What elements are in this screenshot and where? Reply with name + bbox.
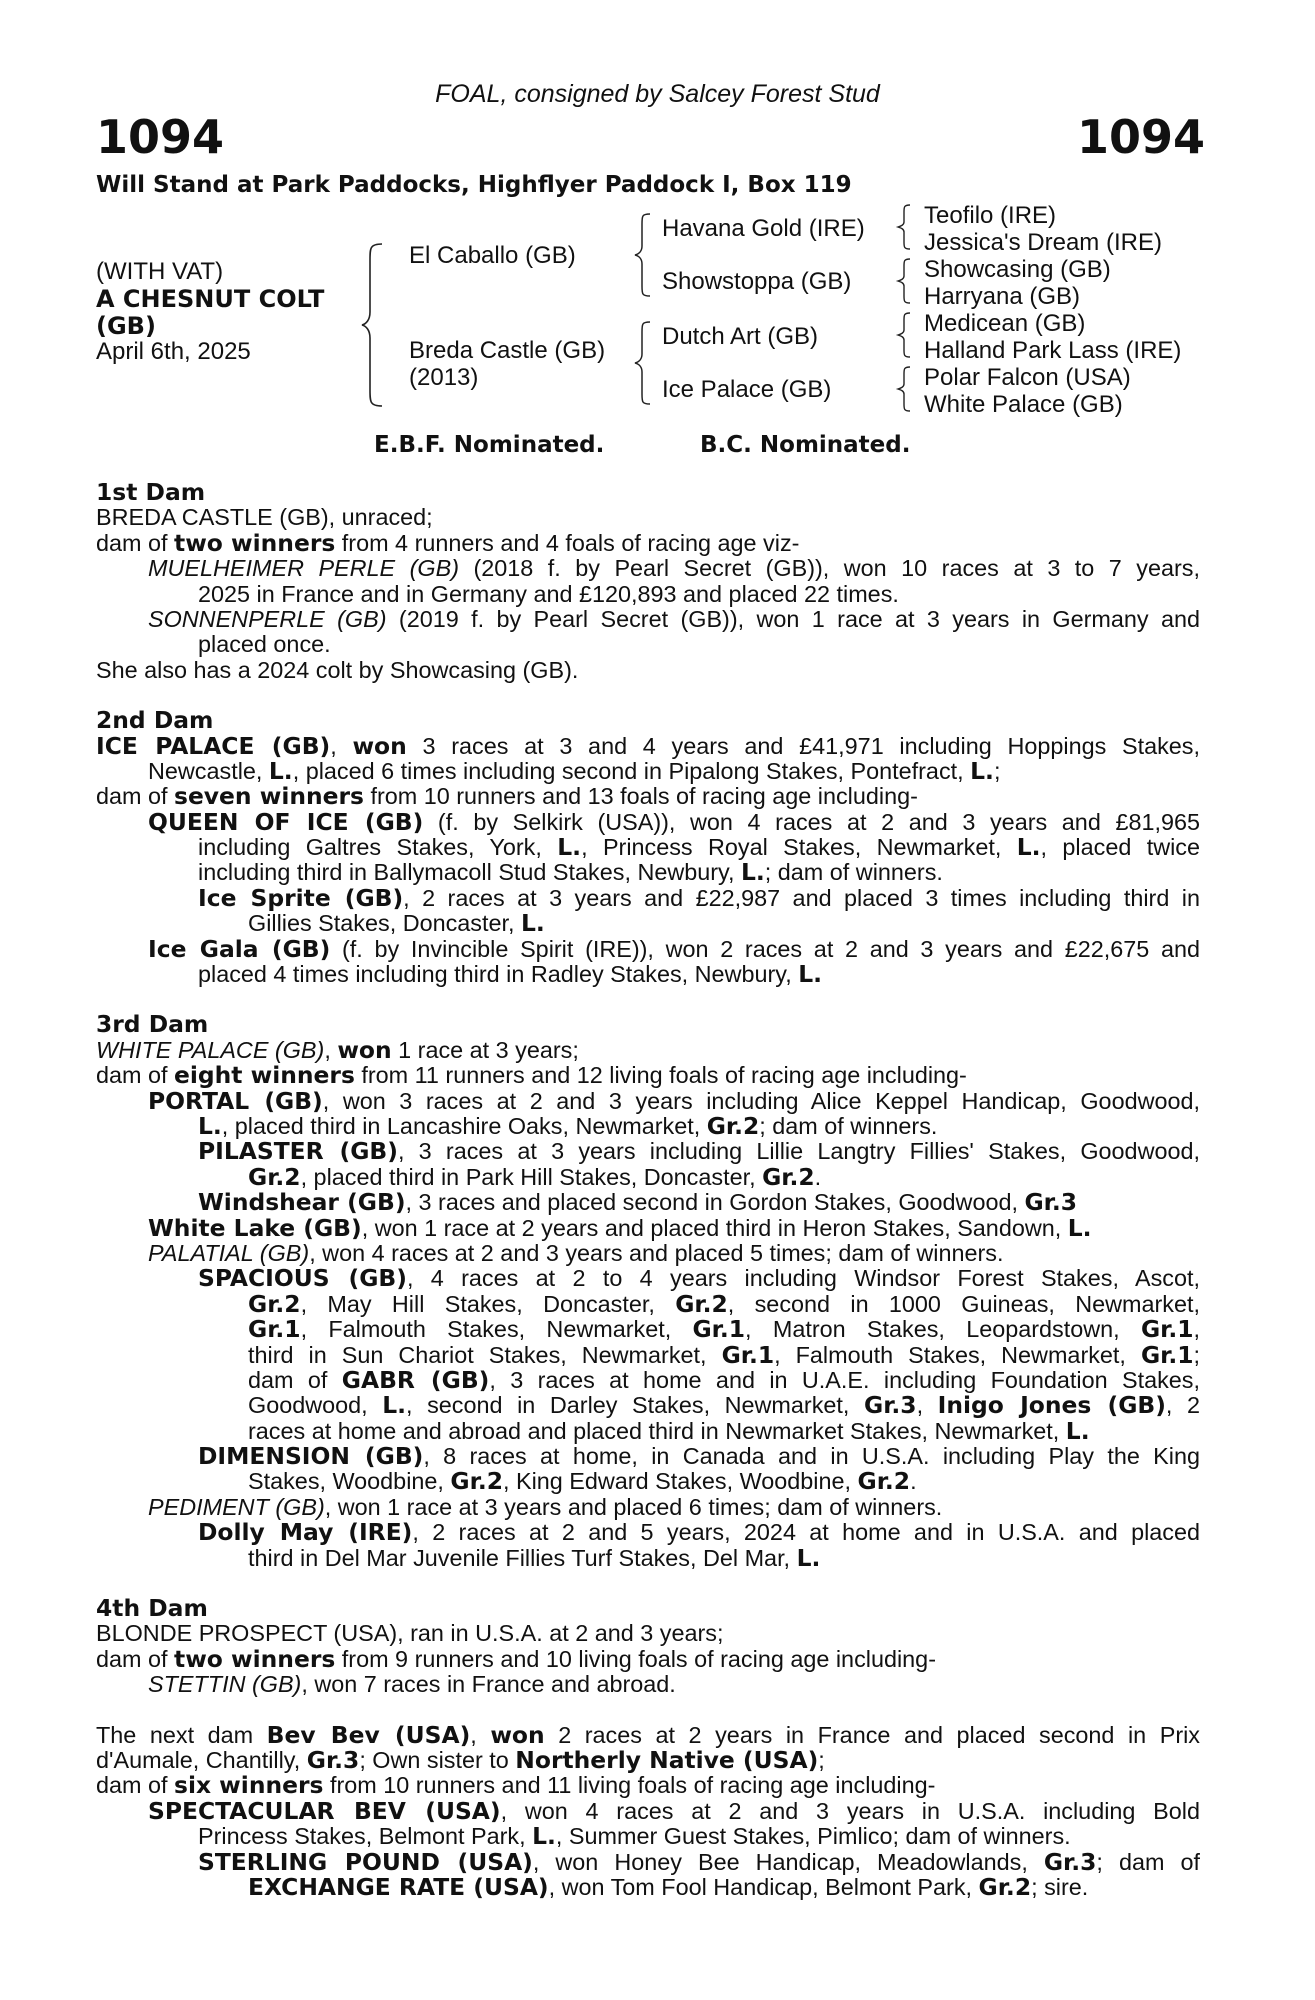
bold-text: L. [1065,1418,1090,1445]
pedigree-text-line [96,1089,1200,1114]
family-history [96,480,1200,1925]
pedigree-text-line [96,937,1200,962]
bold-text: six winners [174,1773,324,1799]
text-run: , 4 races at 2 to 4 years including Windsor Forest Stakes, Ascot, [406,1266,1200,1292]
bold-text: Gr.3 [1043,1849,1097,1875]
italic-text: SONNENPERLE (GB) [148,606,387,632]
text-run: (f. by Selkirk (USA)), won 4 races at 2 and 3 years and £81,965 [423,809,1200,835]
pedigree-brace-sire [632,210,656,300]
text-run: from 4 runners and 4 foals of racing age viz- [335,530,800,556]
text-run: , May Hill Stakes, Doncaster, [300,1291,676,1317]
pedigree-text-line [96,632,1200,657]
pedigree-text-line [96,1368,1200,1393]
pedigree-text-line [96,759,1200,784]
lot-number-right: 1094 [1076,110,1205,164]
text-run: 2 races at 2 years in France and placed second in Prix [544,1722,1200,1748]
horse-title-country: (GB) [96,312,156,340]
bold-text: Gr.3 [1024,1190,1078,1216]
text-run: dam of [96,1646,175,1672]
pedigree-text-line [96,1621,1200,1646]
pedigree-dss: Medicean (GB) [924,310,1086,337]
text-run: Princess Stakes, Belmont Park, [198,1824,533,1850]
bold-text: Gr.3 [306,1747,360,1774]
pedigree-text-line [96,962,1200,987]
pedigree-dam-year: (2013) [409,364,479,391]
bold-text: Gr.1 [721,1342,775,1368]
pedigree-sire: El Caballo (GB) [409,242,576,269]
dam-section [96,1723,1200,1901]
text-run: ; [993,758,1001,784]
text-run: , won 4 races at 2 and 3 years and placed 5 times; dam of winners. [309,1240,1004,1266]
bold-text: STERLING POUND (USA) [198,1849,533,1875]
ebf-nomination: E.B.F. Nominated. [374,432,605,458]
bold-text: L. [741,860,765,886]
text-run: ; sire. [1031,1874,1089,1900]
pedigree-sire-sire: Havana Gold (IRE) [662,215,865,242]
pedigree-text-line [96,1444,1200,1469]
bold-text: eight winners [174,1063,355,1089]
bold-text: L. [268,758,293,785]
pedigree-text-line [96,860,1200,885]
pedigree-text-line [96,784,1200,809]
text-run: , 8 races at home, in Canada and in U.S.A. including Play the King [423,1444,1200,1470]
vat-note: (WITH VAT) [96,258,224,285]
pedigree-text-line [96,1824,1200,1849]
italic-text: MUELHEIMER PERLE (GB) [148,556,459,582]
text-run: , [324,1037,338,1063]
bold-text: Gr.1 [1140,1342,1194,1368]
text-run: , won Honey Bee Handicap, Meadowlands, [532,1849,1044,1875]
pedigree-text-line [96,1063,1200,1088]
text-run: , 3 races at 3 years including Lillie Langtry Fillies' Stakes, Goodwood, [397,1139,1200,1165]
pedigree-text-line [96,1850,1200,1875]
bold-text: Gr.2 [248,1291,301,1318]
text-run: . [814,1164,822,1190]
bold-text: won [490,1722,545,1748]
bold-text: won [337,1037,392,1064]
text-run: ; dam of winners. [764,860,943,886]
text-run: placed 4 times including third in Radley Stakes, Newbury, [198,962,799,988]
text-run: , placed 6 times including second in Pipalong Stakes, Pontefract, [292,758,971,784]
text-run: Gillies Stakes, Doncaster, [248,911,522,937]
text-run: , 2 races at 2 and 5 years, 2024 at home and in U.S.A. and placed [412,1520,1200,1546]
text-run: , second in Darley Stakes, Newmarket, [406,1393,864,1419]
text-run: (f. by Invincible Spirit (IRE)), won 2 races at 2 and 3 years and £22,675 and [330,936,1200,962]
pedigree-text-line [96,1343,1200,1368]
bold-text: L. [1067,1215,1092,1241]
text-run: , won 7 races in France and abroad. [301,1672,676,1698]
text-run: from 10 runners and 13 foals of racing age including- [363,784,918,810]
pedigree-text-line [96,1165,1200,1190]
pedigree-text-line [96,531,1200,556]
text-run: The next dam [96,1722,267,1748]
text-run: , won 3 races at 2 and 3 years including Alice Keppel Handicap, Goodwood, [322,1088,1200,1114]
pedigree-text-line [96,1875,1200,1900]
bold-text: Gr.2 [450,1469,503,1495]
bold-text: Gr.2 [248,1164,301,1191]
pedigree-text-line [96,556,1200,581]
pedigree-text-line [96,1393,1200,1418]
pedigree-text-line [96,886,1200,911]
bold-text: PILASTER (GB) [198,1139,398,1165]
bold-text: L. [798,962,823,988]
pedigree-text-line [96,1495,1200,1520]
pedigree-text-line [96,734,1200,759]
pedigree-text-line [96,1469,1200,1494]
pedigree-text-line [96,1114,1200,1139]
text-run: , 3 races and placed second in Gordon Stakes, Goodwood, [405,1190,1025,1216]
pedigree-text-line [96,1546,1200,1571]
bold-text: L. [796,1545,821,1572]
text-run: ; Own sister to [359,1747,516,1773]
pedigree-text-line [96,835,1200,860]
bold-text: Bev Bev (USA) [266,1722,471,1748]
bc-nomination: B.C. Nominated. [700,432,911,458]
bold-text: SPACIOUS (GB) [198,1266,407,1292]
pedigree-brace-main [360,240,390,410]
pedigree-ssd: Jessica's Dream (IRE) [924,229,1162,256]
pedigree-brace-sd [894,256,916,306]
bold-text: L. [557,835,582,861]
pedigree-text-line [96,1241,1200,1266]
pedigree-text-line [96,582,1200,607]
text-run: , Princess Royal Stakes, Newmarket, [581,835,1017,861]
bold-text: Gr.1 [248,1317,301,1343]
pedigree-text-line [96,1190,1200,1215]
section-heading: 4th Dam [96,1596,208,1622]
pedigree-text-line [96,1799,1200,1824]
bold-text: two winners [174,530,336,557]
bold-text: L. [1016,835,1041,861]
text-run: (2018 f. by Pearl Secret (GB)), won 10 races at 3 to 7 years, [459,556,1200,582]
pedigree-text-line [96,1216,1200,1241]
text-run: , Summer Guest Stakes, Pimlico; dam of winners. [555,1824,1071,1850]
italic-text: STETTIN (GB) [148,1672,302,1698]
text-run: , [1193,1317,1200,1343]
lot-number-left: 1094 [96,110,225,164]
pedigree-text-line [96,1317,1200,1342]
text-run: , placed third in Park Hill Stakes, Doncaster, [300,1164,763,1190]
text-run: , second in 1000 Guineas, Newmarket, [727,1291,1200,1317]
text-run: (2019 f. by Pearl Secret (GB)), won 1 race at 3 years in Germany and [386,606,1200,632]
text-run: dam of [248,1367,342,1393]
pedigree-text-line [96,1292,1200,1317]
text-run: , Falmouth Stakes, Newmarket, [774,1342,1141,1368]
bold-text: seven winners [174,784,364,810]
pedigree-dam: Breda Castle (GB) [409,337,606,364]
dam-section [96,708,1200,987]
pedigree-brace-ss [894,202,916,252]
dam-section [96,480,1200,683]
text-run: , placed twice [1040,835,1200,861]
text-run: Newcastle, [148,758,269,784]
text-run: , [470,1722,491,1748]
pedigree-dds: Polar Falcon (USA) [924,364,1131,391]
pedigree-sds: Showcasing (GB) [924,256,1111,283]
text-run: ; dam of [1096,1849,1200,1875]
text-run: from 10 runners and 11 living foals of racing age including- [323,1773,936,1799]
text-run: . [910,1469,917,1495]
bold-text: SPECTACULAR BEV (USA) [148,1798,501,1825]
pedigree-text-line [96,1520,1200,1545]
text-run: Stakes, Woodbine, [248,1469,451,1495]
bold-text: Gr.2 [762,1164,815,1191]
pedigree-text-line [96,911,1200,936]
pedigree-dam-sire: Dutch Art (GB) [662,323,819,350]
pedigree-text-line [96,1266,1200,1291]
bold-text: Inigo Jones (GB) [937,1393,1166,1419]
pedigree-text-line [96,658,1200,683]
bold-text: won [352,733,407,759]
horse-title: A CHESNUT COLT [96,285,325,313]
horse-dob: April 6th, 2025 [96,338,251,365]
bold-text: Gr.2 [675,1291,728,1318]
section-heading: 3rd Dam [96,1012,209,1038]
text-run: , Matron Stakes, Leopardstown, [745,1317,1141,1343]
bold-text: Gr.2 [706,1113,760,1140]
pedigree-text-line [96,607,1200,632]
pedigree-text-line [96,1419,1200,1444]
text-run: , 3 races at home and in U.A.E. including Foundation Stakes, [489,1367,1200,1393]
bold-text: ICE PALACE (GB) [96,733,331,759]
section-heading: 2nd Dam [96,708,214,734]
pedigree-ddd: White Palace (GB) [924,391,1123,418]
text-run: , 2 [1165,1393,1200,1419]
pedigree-text-line [96,1672,1200,1697]
pedigree-brace-dd [894,364,916,414]
pedigree-text-line [96,1723,1200,1748]
text-run: d'Aumale, Chantilly, [96,1747,307,1773]
pedigree-sss: Teofilo (IRE) [924,202,1057,229]
consignment-line: FOAL, consigned by Salcey Forest Stud [435,80,880,108]
text-run: placed once. [198,632,331,658]
bold-text: Gr.2 [978,1874,1032,1901]
text-run: including third in Ballymacoll Stud Stakes, Newbury, [198,860,741,886]
text-run: , [916,1393,938,1419]
text-run: BLONDE PROSPECT (USA), ran in U.S.A. at 2 and 3 years; [96,1621,724,1647]
pedigree-text-line [96,810,1200,835]
text-run: , won 1 race at 3 years and placed 6 times; dam of winners. [324,1494,943,1520]
bold-text: Gr.1 [692,1317,746,1343]
pedigree-brace-dam [632,318,656,408]
bold-text: Ice Gala (GB) [148,936,331,963]
text-run: BREDA CASTLE (GB), unraced; [96,505,433,531]
bold-text: Gr.1 [1140,1317,1194,1343]
text-run: 2025 in France and in Germany and £120,893 and placed 22 times. [198,581,899,607]
italic-text: PEDIMENT (GB) [148,1494,325,1520]
pedigree-text-line [96,1773,1200,1798]
text-run: including Galtres Stakes, York, [198,835,558,861]
bold-text: L. [382,1393,407,1419]
pedigree-text-line [96,1038,1200,1063]
pedigree-text-line [96,1647,1200,1672]
pedigree-text-line [96,505,1200,530]
pedigree-sire-dam: Showstoppa (GB) [662,268,852,295]
bold-text: L. [521,911,545,937]
text-run: races at home and abroad and placed third in Newmarket Stakes, Newmarket, [248,1418,1066,1444]
bold-text: DIMENSION (GB) [198,1444,424,1470]
pedigree-dsd: Halland Park Lass (IRE) [924,337,1182,364]
bold-text: L. [198,1113,222,1140]
bold-text: Dolly May (IRE) [198,1520,413,1546]
bold-text: two winners [174,1646,336,1673]
pedigree-brace-ds [894,310,916,360]
text-run: ; [1193,1342,1200,1368]
text-run: third in Del Mar Juvenile Fillies Turf Stakes, Del Mar, [248,1545,797,1571]
bold-text: L. [532,1824,556,1850]
bold-text: PORTAL (GB) [148,1088,323,1114]
text-run: ; [818,1747,825,1773]
stand-location: Will Stand at Park Paddocks, Highflyer Paddock I, Box 119 [96,172,852,198]
text-run: , won 1 race at 2 years and placed third in Heron Stakes, Sandown, [361,1215,1068,1241]
pedigree-dam-dam: Ice Palace (GB) [662,376,832,403]
bold-text: GABR (GB) [341,1367,490,1394]
text-run: dam of [96,530,175,556]
text-run: , won 4 races at 2 and 3 years in U.S.A. including Bold [500,1798,1200,1824]
text-run: dam of [96,1773,175,1799]
bold-text: Windshear (GB) [198,1190,406,1216]
text-run: third in Sun Chariot Stakes, Newmarket, [248,1342,722,1368]
pedigree-text-line [96,1748,1200,1773]
text-run: from 11 runners and 12 living foals of racing age including- [354,1063,967,1089]
bold-text: L. [970,758,994,785]
text-run: , won Tom Fool Handicap, Belmont Park, [548,1874,979,1900]
text-run: , Falmouth Stakes, Newmarket, [300,1317,693,1343]
italic-text: WHITE PALACE (GB) [96,1037,325,1063]
text-run: , placed third in Lancashire Oaks, Newmarket, [221,1113,707,1139]
bold-text: Gr.3 [864,1393,917,1419]
italic-text: PALATIAL (GB) [148,1240,310,1266]
text-run: She also has a 2024 colt by Showcasing (GB). [96,657,579,683]
text-run: 3 races at 3 and 4 years and £41,971 including Hoppings Stakes, [406,733,1200,759]
pedigree-text-line [96,1139,1200,1164]
text-run: dam of [96,784,175,810]
dam-section [96,1012,1200,1571]
bold-text: Ice Sprite (GB) [198,885,404,912]
section-heading: 1st Dam [96,480,206,506]
text-run: , [330,733,353,759]
pedigree-sdd: Harryana (GB) [924,283,1081,310]
text-run: ; dam of winners. [759,1113,938,1139]
dam-section [96,1596,1200,1698]
bold-text: White Lake (GB) [148,1215,362,1241]
bold-text: EXCHANGE RATE (USA) [248,1874,549,1901]
bold-text: QUEEN OF ICE (GB) [148,809,424,836]
text-run: dam of [96,1063,175,1089]
text-run: 1 race at 3 years; [391,1037,579,1063]
text-run: from 9 runners and 10 living foals of racing age including- [335,1646,936,1672]
bold-text: Northerly Native (USA) [515,1747,819,1774]
text-run: , 2 races at 3 years and £22,987 and placed 3 times including third in [403,885,1200,911]
text-run: Goodwood, [248,1393,383,1419]
text-run: , King Edward Stakes, Woodbine, [502,1469,858,1495]
bold-text: Gr.2 [857,1469,911,1495]
